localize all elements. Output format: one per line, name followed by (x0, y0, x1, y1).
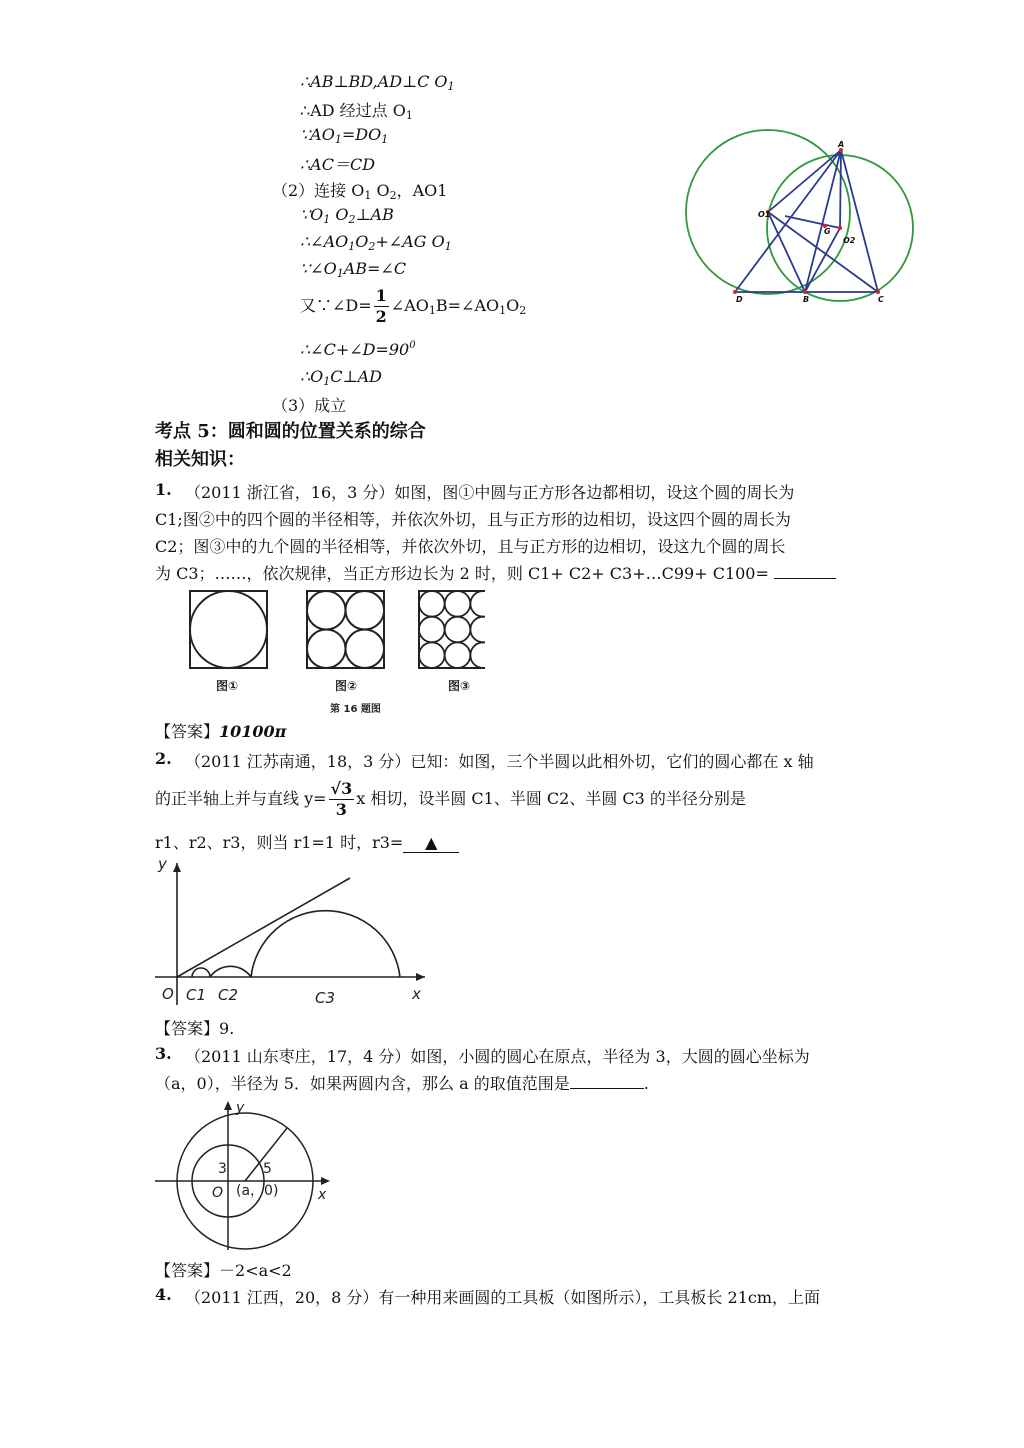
q3-center-label: (a，0) (236, 1183, 279, 1199)
q2-axis-x: x (412, 985, 421, 1003)
proof-line-2: ∴AD 经过点 $O_1$ (300, 101, 413, 122)
label-g: G (824, 227, 831, 236)
q3-radius-5: 5 (263, 1161, 272, 1177)
q1-line-2: C1;图②中的四个圆的半径相等，并依次外切，且与正方形的边相切，设这四个圆的周长为 (155, 510, 791, 529)
q2-number: 2. (155, 749, 172, 768)
q2-semicircles-figure (150, 855, 440, 1010)
q1-caption: 第 16 题图 (330, 704, 381, 715)
related-knowledge: 相关知识： (155, 449, 245, 470)
q2-line-2: 的正半轴上并与直线 y= $\frac{√3}{3}$ x 相切，设半圆 C1、半圆 C2、半圆 C3 的半径分别是 (155, 779, 746, 819)
q1-fig3-label: 图③ (448, 679, 471, 693)
label-o1: O1 (758, 210, 771, 219)
proof-line-11: $\therefore O_1C\perp AD$ (300, 367, 382, 388)
q4-number: 4. (155, 1285, 172, 1304)
q3-answer: 【答案】－2<a<2 (155, 1261, 292, 1280)
q3-line-2: （a，0），半径为 5．如果两圆内含，那么 a 的取值范围是 . (155, 1074, 649, 1093)
q3-circles-figure (150, 1095, 350, 1255)
q2-line-1: （2011 江苏南通，18，3 分）已知：如图，三个半圆以此相外切，它们的圆心都在 x 轴 (185, 752, 814, 771)
q1-answer: 【答案】10100π (155, 722, 287, 741)
proof-line-1: ∴AB⊥BD,AD⊥C $O_1$ (300, 72, 455, 93)
figure-lines (735, 150, 878, 292)
proof-line-12: （3）成立 (272, 396, 347, 415)
q3-axis-x: x (318, 1187, 327, 1203)
q4-line-1: （2011 江西，20，8 分）有一种用来画圆的工具板（如图所示），工具板长 21cm，上面 (185, 1288, 821, 1307)
q1-line-4: 为 C3；……，依次规律，当正方形边长为 2 时，则 C1+ C2+ C3+…C99+ C100= (155, 561, 836, 584)
q2-blank[interactable]: ▲ (403, 833, 459, 853)
proof-line-5: （2）连接 $O_1$ $O_2$，AO1 (272, 181, 448, 202)
proof-line-4: ∴AC＝CD (300, 155, 376, 174)
section-title: 考点 5：圆和圆的位置关系的综合 (155, 421, 426, 442)
q1-number: 1. (155, 480, 172, 499)
q2-answer: 【答案】9. (155, 1019, 235, 1038)
q2-c1: C1 (186, 986, 207, 1004)
proof-line-8: $\because\angle O_1AB=\angle C$ (300, 259, 407, 280)
q2-c2: C2 (218, 986, 239, 1004)
label-b: B (803, 295, 810, 304)
q2-c3: C3 (315, 989, 336, 1007)
q1-line-1: （2011 浙江省，16，3 分）如图，图①中圆与正方形各边都相切，设这个圆的周长为 (185, 483, 795, 502)
q3-origin: O (212, 1185, 224, 1201)
half-fraction: $\frac{1}{2}$ (375, 286, 387, 326)
proof-line-3: $\because AO_1=DO_1$ (300, 125, 389, 146)
proof-line-6: $\because O_1$ $O_2\perp AB$ (300, 205, 394, 226)
label-a: A (838, 140, 845, 149)
label-d: D (736, 295, 743, 304)
q1-fig1-label: 图① (216, 679, 239, 693)
two-circles-figure (680, 120, 920, 310)
q2-line-3: r1、r2、r3，则当 r1=1 时，r3= ▲ (155, 830, 459, 853)
q3-radius-3: 3 (218, 1161, 227, 1177)
sqrt3-over-3-fraction: $\frac{√3}{3}$ (330, 779, 353, 819)
q1-line-3: C2；图③中的九个圆的半径相等，并依次外切，且与正方形的边相切，设这九个圆的周长 (155, 537, 786, 556)
q3-axis-y: y (236, 1100, 245, 1116)
q1-figures (185, 586, 485, 720)
label-c: C (878, 295, 884, 304)
q2-origin: O (162, 985, 174, 1003)
proof-line-7: $\therefore\angle AO_1O_2+\angle AG$ $O_1$ (300, 232, 452, 253)
q3-line-1: （2011 山东枣庄，17，4 分）如图，小圆的圆心在原点，半径为 3，大圆的圆心坐标为 (185, 1047, 810, 1066)
q3-number: 3. (155, 1044, 172, 1063)
proof-line-9: 又∵∠D= $\frac{1}{2}$ $\angle AO_1B=\angle AO_1O_2$ (300, 286, 527, 326)
q1-fig2-label: 图② (335, 679, 358, 693)
q2-axis-y: y (158, 855, 167, 873)
label-o2: O2 (843, 236, 856, 245)
proof-line-10: $\therefore\angle C+\angle D=90^0$ (300, 340, 416, 359)
